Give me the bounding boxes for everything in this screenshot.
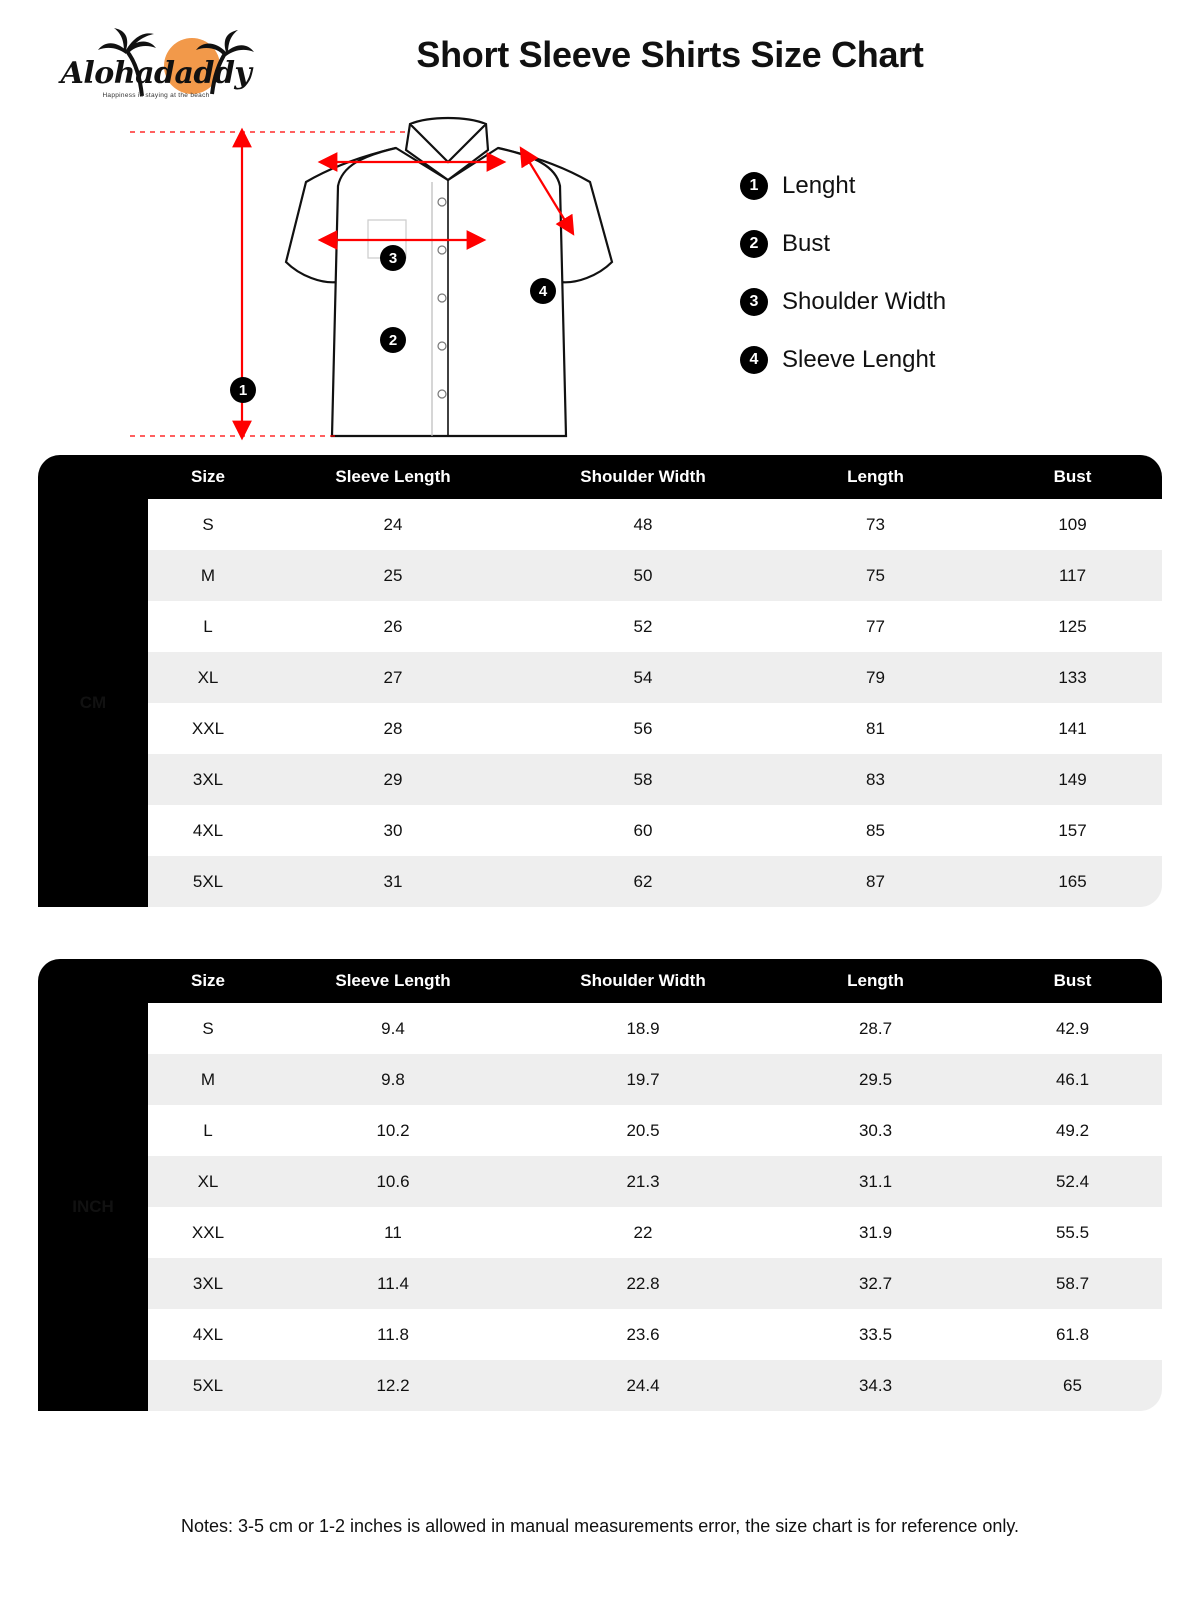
unit-label-cm: CM (38, 499, 148, 907)
cell-bust: 58.7 (983, 1258, 1162, 1309)
table-row (38, 805, 1162, 856)
legend-badge-2: 2 (740, 230, 768, 258)
inch-table-block (38, 959, 1162, 1411)
cell-bust: 42.9 (983, 1003, 1162, 1054)
cell-length: 79 (768, 652, 983, 703)
legend-item-length (740, 172, 946, 200)
brand-tagline: Happiness is staying at the beach (102, 92, 210, 99)
table-header-row (38, 959, 1162, 1003)
header-bust: Bust (983, 959, 1162, 1003)
page-title: Short Sleeve Shirts Size Chart (416, 34, 924, 75)
header-length: Length (768, 959, 983, 1003)
cell-length: 87 (768, 856, 983, 907)
cell-length: 33.5 (768, 1309, 983, 1360)
cell-length: 32.7 (768, 1258, 983, 1309)
cell-size: S (148, 499, 268, 550)
marker-4: 4 (530, 278, 556, 304)
cell-sleeve: 24 (268, 499, 518, 550)
marker-1: 1 (230, 377, 256, 403)
cell-sleeve: 11.4 (268, 1258, 518, 1309)
cell-size: 4XL (148, 805, 268, 856)
cell-length: 34.3 (768, 1360, 983, 1411)
legend-label-sleeve-length: Sleeve Lenght (782, 346, 936, 373)
table-row (38, 499, 1162, 550)
legend-item-shoulder-width (740, 288, 946, 316)
cell-size: M (148, 550, 268, 601)
cell-bust: 55.5 (983, 1207, 1162, 1258)
cell-size: S (148, 1003, 268, 1054)
cell-sleeve: 30 (268, 805, 518, 856)
shirt-illustration (110, 110, 810, 455)
cell-shoulder: 58 (518, 754, 768, 805)
cell-sleeve: 9.4 (268, 1003, 518, 1054)
cell-sleeve: 10.6 (268, 1156, 518, 1207)
cell-shoulder: 52 (518, 601, 768, 652)
cell-sleeve: 31 (268, 856, 518, 907)
cell-shoulder: 20.5 (518, 1105, 768, 1156)
cell-length: 28.7 (768, 1003, 983, 1054)
cell-sleeve: 26 (268, 601, 518, 652)
table-row (38, 754, 1162, 805)
cell-sleeve: 29 (268, 754, 518, 805)
cell-bust: 149 (983, 754, 1162, 805)
cell-shoulder: 62 (518, 856, 768, 907)
inch-unit-header (38, 959, 148, 1003)
legend-badge-3: 3 (740, 288, 768, 316)
cm-unit-header (38, 455, 148, 499)
cell-bust: 52.4 (983, 1156, 1162, 1207)
cell-length: 75 (768, 550, 983, 601)
header-length: Length (768, 455, 983, 499)
cell-shoulder: 19.7 (518, 1054, 768, 1105)
table-row (38, 1309, 1162, 1360)
cell-length: 30.3 (768, 1105, 983, 1156)
cell-shoulder: 22 (518, 1207, 768, 1258)
cell-length: 73 (768, 499, 983, 550)
header-shoulder-width: Shoulder Width (518, 455, 768, 499)
legend-badge-1: 1 (740, 172, 768, 200)
table-header-row (38, 455, 1162, 499)
cell-size: L (148, 1105, 268, 1156)
table-row (38, 703, 1162, 754)
cell-bust: 49.2 (983, 1105, 1162, 1156)
cell-size: 5XL (148, 856, 268, 907)
cell-length: 29.5 (768, 1054, 983, 1105)
header-size: Size (148, 455, 268, 499)
cell-shoulder: 50 (518, 550, 768, 601)
cm-table-block (38, 455, 1162, 907)
cell-shoulder: 24.4 (518, 1360, 768, 1411)
cell-length: 31.1 (768, 1156, 983, 1207)
cell-size: 3XL (148, 754, 268, 805)
cell-length: 81 (768, 703, 983, 754)
cell-bust: 125 (983, 601, 1162, 652)
cell-size: XXL (148, 703, 268, 754)
table-row (38, 1360, 1162, 1411)
unit-label-inch: INCH (38, 1003, 148, 1411)
table-row (38, 601, 1162, 652)
table-row (38, 1207, 1162, 1258)
cell-size: 5XL (148, 1360, 268, 1411)
cell-bust: 61.8 (983, 1309, 1162, 1360)
cell-length: 31.9 (768, 1207, 983, 1258)
cell-sleeve: 28 (268, 703, 518, 754)
cell-bust: 109 (983, 499, 1162, 550)
cell-sleeve: 11 (268, 1207, 518, 1258)
header-sleeve-length: Sleeve Length (268, 455, 518, 499)
table-row (38, 1156, 1162, 1207)
cell-shoulder: 22.8 (518, 1258, 768, 1309)
table-row (38, 1003, 1162, 1054)
cell-sleeve: 9.8 (268, 1054, 518, 1105)
cell-shoulder: 21.3 (518, 1156, 768, 1207)
cell-shoulder: 48 (518, 499, 768, 550)
cell-shoulder: 18.9 (518, 1003, 768, 1054)
cell-length: 77 (768, 601, 983, 652)
cell-bust: 141 (983, 703, 1162, 754)
cell-sleeve: 11.8 (268, 1309, 518, 1360)
notes-text: Notes: 3-5 cm or 1-2 inches is allowed in manual measurements error, the size chart is for reference only. (180, 1516, 1020, 1536)
cell-shoulder: 60 (518, 805, 768, 856)
cell-size: 4XL (148, 1309, 268, 1360)
cell-length: 83 (768, 754, 983, 805)
cell-sleeve: 12.2 (268, 1360, 518, 1411)
legend-label-length: Lenght (782, 172, 856, 199)
cell-bust: 133 (983, 652, 1162, 703)
table-row (38, 1105, 1162, 1156)
inch-size-table (38, 959, 1162, 1411)
legend-label-shoulder-width: Shoulder Width (782, 288, 947, 315)
cell-size: XL (148, 1156, 268, 1207)
table-row (38, 1054, 1162, 1105)
legend-badge-4: 4 (740, 346, 768, 374)
legend-label-bust: Bust (782, 230, 831, 257)
cell-bust: 117 (983, 550, 1162, 601)
table-row (38, 856, 1162, 907)
cm-size-table (38, 455, 1162, 907)
measurement-diagram (0, 110, 1200, 455)
cell-sleeve: 25 (268, 550, 518, 601)
cell-size: M (148, 1054, 268, 1105)
marker-2: 2 (380, 327, 406, 353)
legend-item-sleeve-length (740, 346, 946, 374)
cell-size: XL (148, 652, 268, 703)
brand-logo (36, 18, 276, 106)
table-row (38, 652, 1162, 703)
cell-shoulder: 54 (518, 652, 768, 703)
cell-size: XXL (148, 1207, 268, 1258)
page-header (0, 0, 1200, 110)
brand-name: Alohadaddy (60, 56, 252, 91)
header-size: Size (148, 959, 268, 1003)
cell-length: 85 (768, 805, 983, 856)
cell-shoulder: 23.6 (518, 1309, 768, 1360)
cell-size: 3XL (148, 1258, 268, 1309)
cell-sleeve: 10.2 (268, 1105, 518, 1156)
cell-bust: 65 (983, 1360, 1162, 1411)
table-row (38, 550, 1162, 601)
cell-sleeve: 27 (268, 652, 518, 703)
table-row (38, 1258, 1162, 1309)
cell-shoulder: 56 (518, 703, 768, 754)
cell-size: L (148, 601, 268, 652)
cell-bust: 165 (983, 856, 1162, 907)
cell-bust: 157 (983, 805, 1162, 856)
header-sleeve-length: Sleeve Length (268, 959, 518, 1003)
diagram-legend (740, 172, 946, 404)
cell-bust: 46.1 (983, 1054, 1162, 1105)
legend-item-bust (740, 230, 946, 258)
marker-3: 3 (380, 245, 406, 271)
header-bust: Bust (983, 455, 1162, 499)
header-shoulder-width: Shoulder Width (518, 959, 768, 1003)
